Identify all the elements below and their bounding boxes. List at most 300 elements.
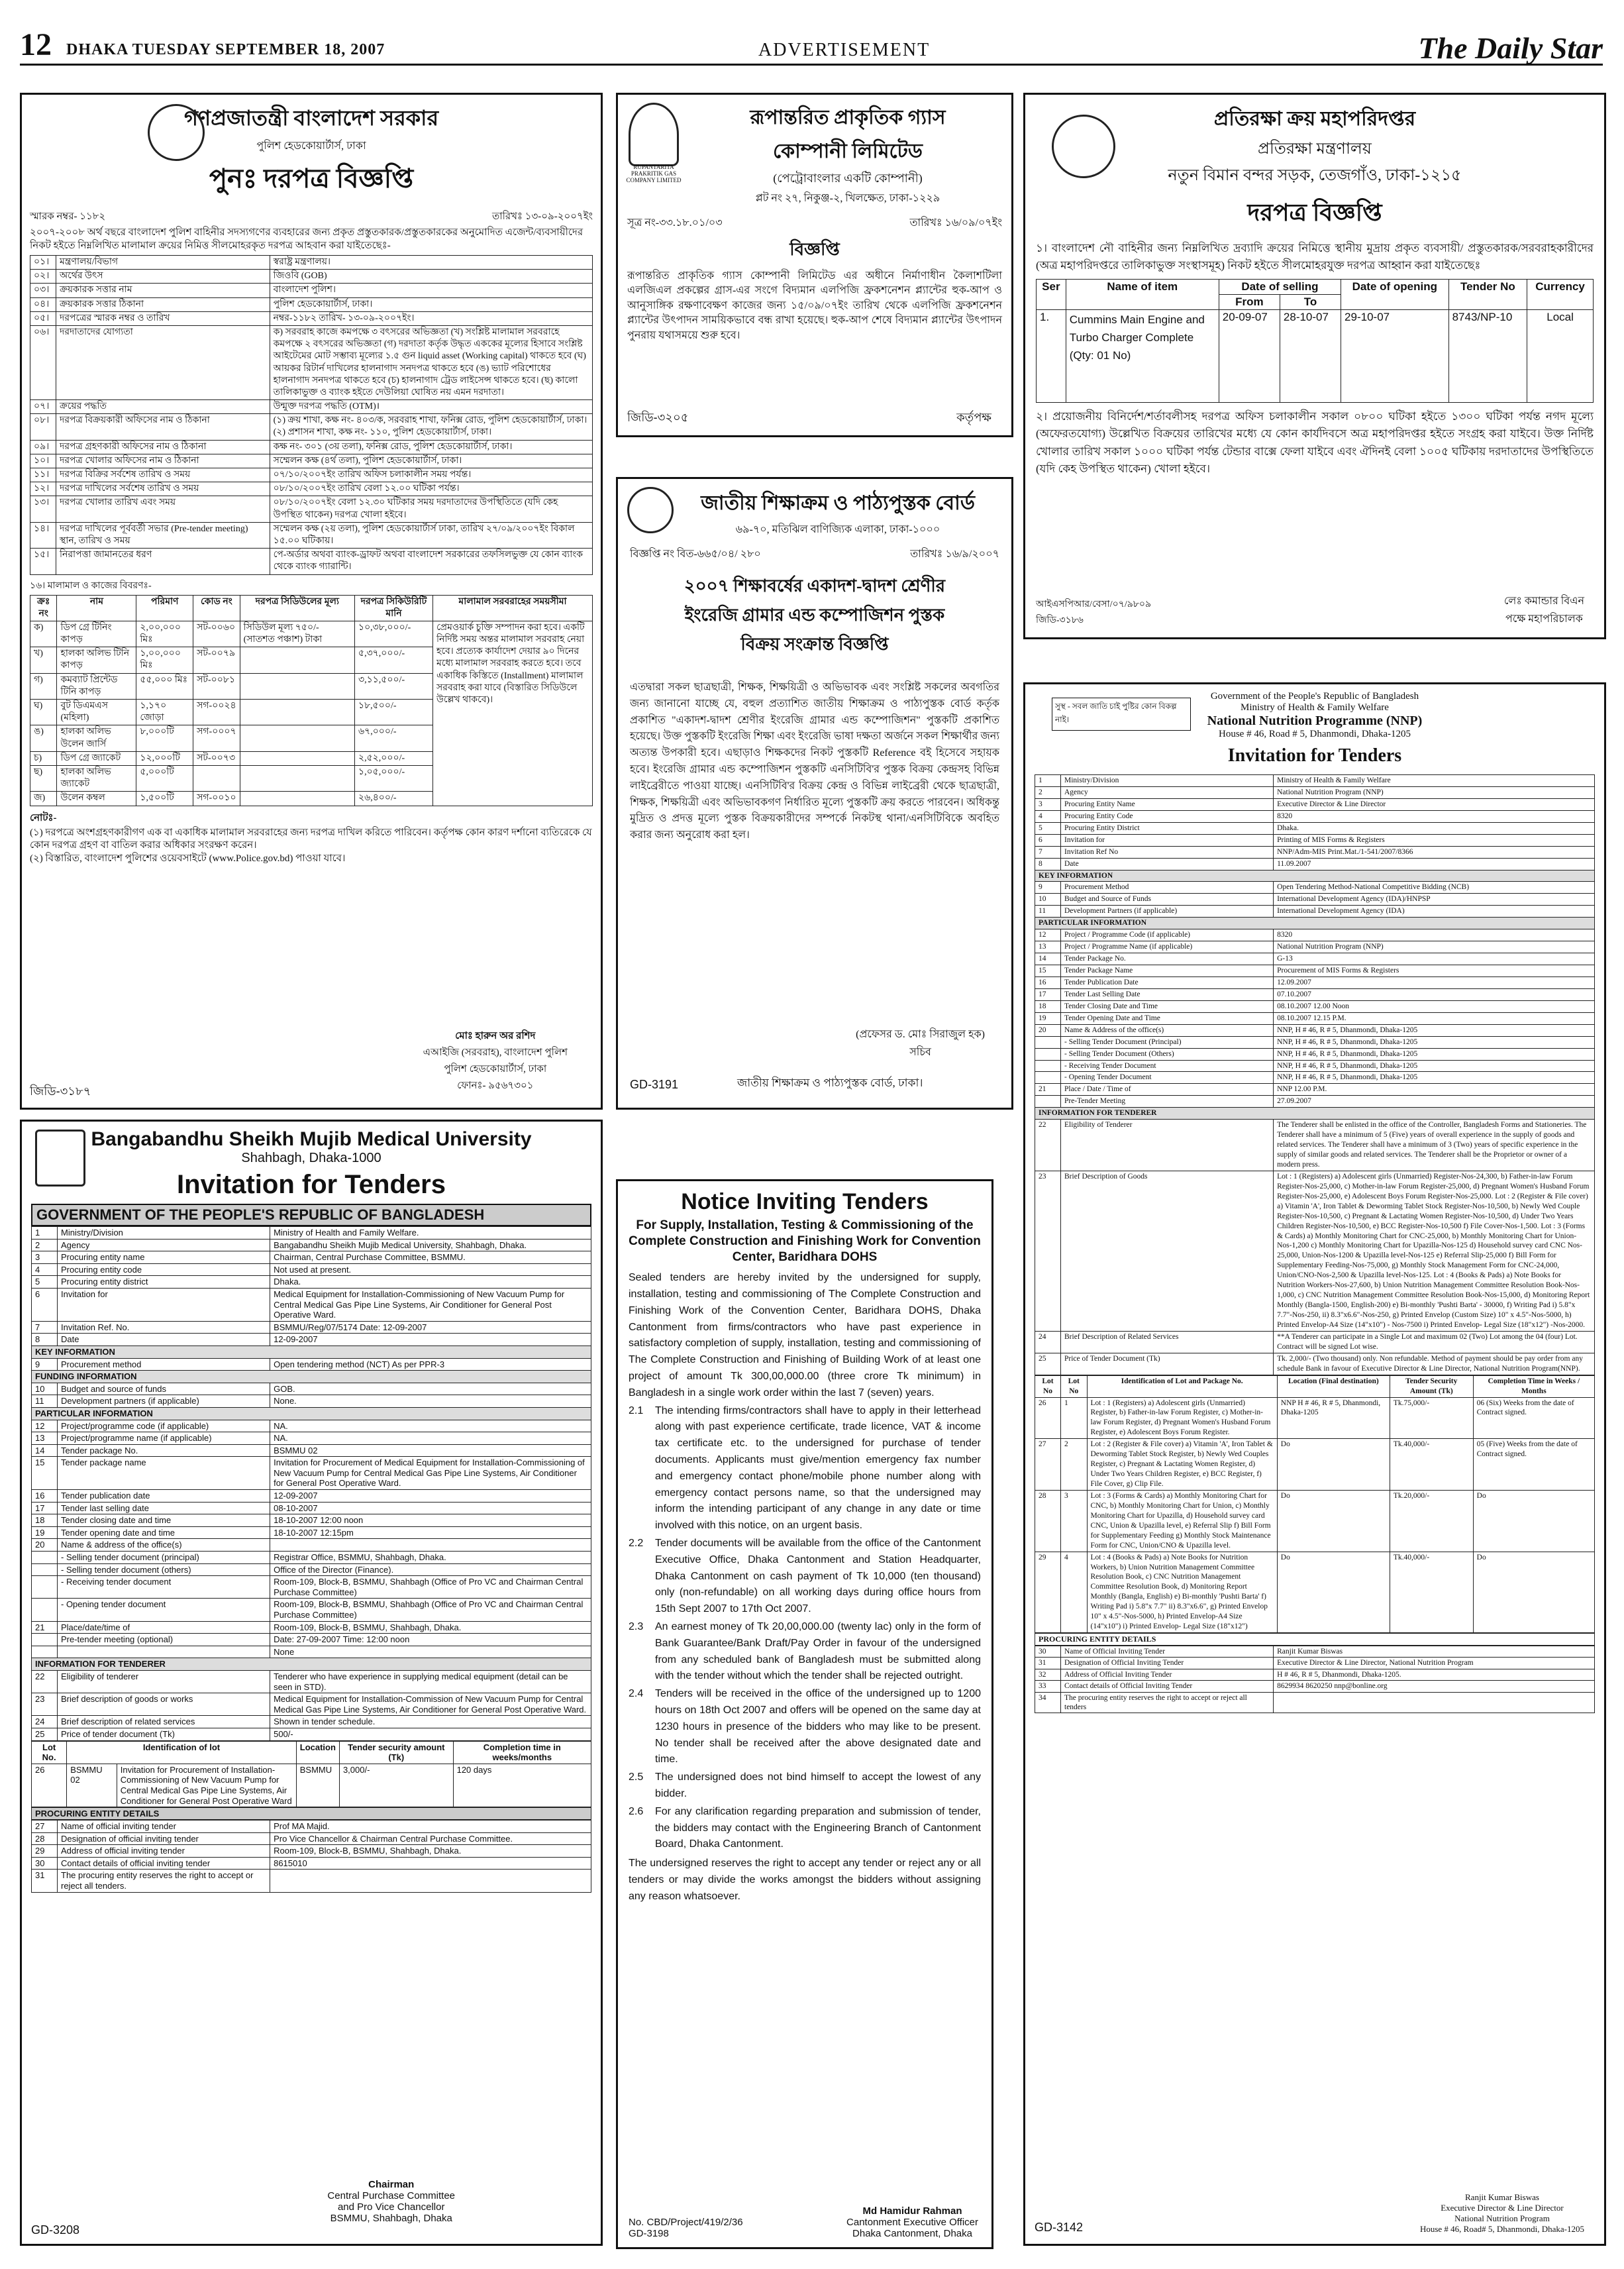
nnp-lot-cell: Do bbox=[1277, 1439, 1390, 1491]
bsmmu-entity-label: Designation of official inviting tender bbox=[58, 1832, 270, 1845]
nnp-num: 25 bbox=[1035, 1353, 1061, 1375]
nnp-row bbox=[1035, 906, 1595, 918]
goods-delivery: প্রেমওয়ার্ক চুক্তি সম্পাদন করা হবে। একটি নির্দিষ্ট সময় অন্তর মালামাল সরবরাহ নেয়া হবে। প্রত্যেক কার্যাদেশ দেয়ার ৯০ দিনের মধ্যে মালামাল সরবরাহ করতে হবে। তবে একাধিক কিস্তিতে (Installment) মালামাল সরবরাহ করা যাবে (বিস্তারিত সিডিউলে উল্লেখ থাকবে)। bbox=[433, 621, 593, 806]
defence-cell: 28-10-07 bbox=[1280, 310, 1341, 403]
bsmmu-label: Tender closing date and time bbox=[58, 1514, 270, 1527]
nnp-row bbox=[1035, 976, 1595, 988]
bsmmu-row bbox=[32, 1646, 591, 1658]
police-row bbox=[30, 284, 593, 297]
bsmmu-row bbox=[32, 1599, 591, 1621]
gas-notice-title: বিজ্ঞপ্তি bbox=[789, 240, 840, 259]
nnp-lot-cell: 06 (Six) Weeks from the date of Contract signed. bbox=[1473, 1397, 1594, 1439]
bsmmu-address: Shahbagh, Dhaka-1000 bbox=[241, 1151, 381, 1165]
police-row bbox=[30, 256, 593, 270]
police-row bbox=[30, 311, 593, 325]
defence-cell: 20-09-07 bbox=[1219, 310, 1280, 403]
lot-cell: BSMMU 02 bbox=[67, 1764, 117, 1807]
nnp-row bbox=[1035, 786, 1595, 798]
nnp-entity-num: 30 bbox=[1035, 1646, 1061, 1658]
goods-th: দরপত্র সিকিউরিটি মানি bbox=[355, 595, 433, 621]
nnp-num: 4 bbox=[1035, 810, 1061, 822]
police-value: উন্মুক্ত দরপত্র পদ্ধতি (OTM)। bbox=[270, 400, 592, 414]
bsmmu-value: Dhaka. bbox=[270, 1276, 591, 1289]
nnp-value: The Tenderer shall be enlisted in the office of the Controller, Bangladesh Forms and Stationeries. The Tenderer shall have a minimum of 5 (Five) years of overall experience in the supply of goods and related services. The Tenderer shall have a minimum of 3 (Two) years of specific experience in the supply of similar goods and related services. The Tenderer shall be the Proprietor or owner of a modern press. bbox=[1274, 1120, 1595, 1171]
bsmmu-value: Room-109, Block-B, BSMMU, Shahbagh (Office of Pro VC and Chairman Central Purchase Committee) bbox=[270, 1599, 591, 1621]
bsmmu-row bbox=[32, 1539, 591, 1552]
bsmmu-entity-num: 28 bbox=[32, 1832, 58, 1845]
nnp-row bbox=[1035, 929, 1595, 941]
goods-cell: উলেন কম্বল bbox=[57, 792, 136, 806]
nnp-row bbox=[1035, 1120, 1595, 1171]
police-num: ০৬। bbox=[30, 325, 56, 399]
goods-cell: সগ-০০০৭ bbox=[193, 725, 240, 751]
nnp-label: Price of Tender Document (Tk) bbox=[1061, 1353, 1274, 1375]
nnp-row bbox=[1035, 798, 1595, 810]
police-signer-place: পুলিশ হেডকোয়ার্টার্স, ঢাকা bbox=[444, 1064, 547, 1075]
nnp-num: 2 bbox=[1035, 786, 1061, 798]
bsmmu-value: Room-109, Block-B, BSMMU, Shahbagh, Dhaka. bbox=[270, 1621, 591, 1634]
bsmmu-row bbox=[32, 1670, 591, 1693]
police-value: সম্মেলন কক্ষ (৪র্থ তলা), পুলিশ হেডকোয়ার্টার্স, ঢাকা। bbox=[270, 454, 592, 468]
nnp-lot-cell: 4 bbox=[1061, 1552, 1088, 1633]
dohs-intro: Sealed tenders are hereby invited by the undersigned for supply, installation, testing and commissioning of The Complete Construction and Finishing Work of the Convention Center, Baridhara DOHS, Dhaka Cantonment from firms/contractors who have past experience in satisfactory completion of supply, installation, testing and commissioning of The Complete Construction and Finishing of Building Work of at least one project of amount Tk 300,00,000.00 (three crore Tk minimum) in Bangladesh in a single work order within the last 7 (seven) years. bbox=[629, 1272, 981, 1398]
goods-cell: ছ) bbox=[30, 765, 57, 791]
goods-cell: ৫,৩৭,০০০/- bbox=[355, 647, 433, 673]
goods-cell: বুট ডিএমএস (মহিলা) bbox=[57, 700, 136, 725]
nnp-entity-num: 32 bbox=[1035, 1669, 1061, 1680]
nnp-lot-cell: 2 bbox=[1061, 1439, 1088, 1491]
nnp-value: 08.10.2007 12.00 Noon bbox=[1274, 1000, 1595, 1012]
bsmmu-num: 15 bbox=[32, 1457, 58, 1490]
nnp-gd: GD-3142 bbox=[1035, 2221, 1084, 2234]
nnp-lot-th: Tender Security Amount (Tk) bbox=[1390, 1375, 1473, 1397]
bsmmu-label: - Receiving tender document bbox=[58, 1576, 270, 1599]
bsmmu-value: 08-10-2007 bbox=[270, 1502, 591, 1514]
gas-title2: কোম্পানী লিমিটেড bbox=[773, 140, 923, 162]
bsmmu-row bbox=[32, 1552, 591, 1564]
goods-cell: ১০,৩৮,০০০/- bbox=[355, 621, 433, 647]
bsmmu-row bbox=[32, 1490, 591, 1503]
bsmmu-entity-num: 30 bbox=[32, 1857, 58, 1870]
nnp-row bbox=[1035, 1048, 1595, 1060]
goods-cell: সিডিউল মূল্য ৭৫০/- (সাতশত পঞ্চাশ) টাকা bbox=[240, 621, 354, 647]
goods-cell: ক) bbox=[30, 621, 57, 647]
police-num: ০৮। bbox=[30, 414, 56, 440]
nnp-num: 12 bbox=[1035, 929, 1061, 941]
dohs-item-text: An earnest money of Tk 20,00,000.00 (twenty lac) only in the form of Bank Guarantee/Bank Draft/Pay Order in favour of the undersigned from any scheduled bank of Bangladesh must be submitted along with the tender without which the tender shall be rejected outright. bbox=[655, 1620, 981, 1682]
nnp-label: Procurement Method bbox=[1061, 882, 1274, 894]
nnp-label: Tender Last Selling Date bbox=[1061, 988, 1274, 1000]
bsmmu-value: Open tendering method (NCT) As per PPR-3 bbox=[270, 1358, 591, 1371]
nnp-row bbox=[1035, 822, 1595, 834]
nnp-entity-value bbox=[1274, 1692, 1595, 1713]
masthead: The Daily Star bbox=[1418, 31, 1603, 65]
nnp-value: Procurement of MIS Forms & Registers bbox=[1274, 965, 1595, 977]
lot-th: Completion time in weeks/months bbox=[453, 1741, 591, 1764]
nnp-label: - Receiving Tender Document bbox=[1061, 1060, 1274, 1072]
goods-cell: জ) bbox=[30, 792, 57, 806]
nnp-num: 22 bbox=[1035, 1120, 1061, 1171]
rpgcl-logo-icon bbox=[629, 103, 679, 166]
nnp-num bbox=[1035, 1072, 1061, 1084]
bsmmu-row bbox=[32, 1576, 591, 1599]
nnp-num: 18 bbox=[1035, 1000, 1061, 1012]
nnp-num bbox=[1035, 1060, 1061, 1072]
bsmmu-num: 14 bbox=[32, 1444, 58, 1457]
bsmmu-label: Brief description of related services bbox=[58, 1716, 270, 1728]
lot-cell: Invitation for Procurement of Installation-Commissioning of New Vacuum Pump for Central Medical Gas Pipe Line Systems, Air Conditioner for General Post Operative Ward bbox=[117, 1764, 296, 1807]
dohs-item-text: The undersigned does not bind himself to accept the lowest of any bidder. bbox=[655, 1771, 981, 1799]
bsmmu-entity-value bbox=[270, 1870, 591, 1892]
dohs-item-num: 2.6 bbox=[629, 1805, 644, 1817]
defence-address: নতুন বিমান বন্দর সড়ক, তেজগাঁও, ঢাকা-১২১৫ bbox=[1168, 167, 1462, 184]
bsmmu-value: 500/- bbox=[270, 1728, 591, 1740]
government-emblem-icon bbox=[148, 104, 205, 161]
nnp-value: NNP, H # 46, R # 5, Dhanmondi, Dhaka-1205 bbox=[1274, 1024, 1595, 1036]
police-value: ০৮/১০/২০০৭ইং তারিখ বেলা ১২.০০ ঘটিকা পর্যন্ত। bbox=[270, 482, 592, 496]
nnp-row bbox=[1035, 1072, 1595, 1084]
bsmmu-row bbox=[32, 1563, 591, 1576]
nnp-label: Procuring Entity District bbox=[1061, 822, 1274, 834]
lot-th: Tender security amount (Tk) bbox=[339, 1741, 453, 1764]
bsmmu-num: 17 bbox=[32, 1502, 58, 1514]
bsmmu-title: Invitation for Tenders bbox=[177, 1170, 446, 1199]
dohs-item-text: Tender documents will be available from the office of the Cantonment Executive Office, Dhaka Cantonment and Station Headquarter, Dhaka Cantonment on cash payment of Tk 10,000 (ten thousand) only (non-refundable) on all working days during office hours from 15th Sept 2007 to 17th Oct 2007. bbox=[655, 1538, 981, 1615]
nnp-lot-cell: 3 bbox=[1061, 1490, 1088, 1552]
bsmmu-value: Not used at present. bbox=[270, 1263, 591, 1276]
police-value: ০৮/১০/২০০৭ইং বেলা ১২.৩০ ঘটিকার সময় দরদাতাদের উপস্থিতিতে (যদি কেহ উপস্থিত থাকেন) দরপত্র খোলা হইবে। bbox=[270, 496, 592, 522]
nnp-value: 27.09.2007 bbox=[1274, 1096, 1595, 1108]
nnp-lot-cell: Do bbox=[1473, 1552, 1594, 1633]
bsmmu-row bbox=[32, 1251, 591, 1264]
police-value: কক্ষ নং- ৩০১ (৩য় তলা), ফনিক্স রোড, পুলিশ হেডকোয়ার্টার্স, ঢাকা। bbox=[270, 440, 592, 454]
police-label: দরপত্র খোলার তারিখ এবং সময় bbox=[56, 496, 270, 522]
bsmmu-num: 18 bbox=[32, 1514, 58, 1527]
bsmmu-label: Budget and source of funds bbox=[58, 1383, 270, 1395]
nnp-lot-cell: Lot : 2 (Register & File cover) a) Vitamin 'A', Iron Tablet & Deworming Tablet Stock Register, b) Newly Wed Couples Register, c) Pregnant & Lactating Women Register, d) Under Two Years Children Register, e) BCC Register, f) File Cover, g) Clip File. bbox=[1087, 1439, 1277, 1491]
gas-gd: জিডি-৩২০৫ bbox=[627, 411, 689, 424]
nnp-label: Place / Date / Time of bbox=[1061, 1084, 1274, 1096]
police-value: (১) ক্রয় শাখা, কক্ষ নং- ৪০৩/ক, সরবরাহ শাখা, ফনিক্স রোড, পুলিশ হেডকোয়ার্টার্স, ঢাকা। (২) প্রশাসন শাখা, কক্ষ নং- ১১০, পুলিশ হেডকোয়ার্টার্স, ঢাকা। bbox=[270, 414, 592, 440]
police-phone: ফোনঃ- ৯৫৬৭৩০১ bbox=[457, 1081, 534, 1091]
nnp-row bbox=[1035, 834, 1595, 846]
nnp-title: Invitation for Tenders bbox=[1227, 745, 1402, 766]
nnp-label: - Opening Tender Document bbox=[1061, 1072, 1274, 1084]
goods-cell: ৮,০০০টি bbox=[136, 725, 193, 751]
nnp-row bbox=[1035, 1036, 1595, 1048]
nnp-num: 5 bbox=[1035, 822, 1061, 834]
bsmmu-value: NA. bbox=[270, 1420, 591, 1432]
nnp-ministry: Ministry of Health & Family Welfare bbox=[1241, 702, 1389, 713]
goods-th: পরিমাণ bbox=[136, 595, 193, 621]
nnp-entity-label: Designation of Official Inviting Tender bbox=[1061, 1658, 1274, 1669]
nnp-value: Open Tendering Method-National Competitive Bidding (NCB) bbox=[1274, 882, 1595, 894]
lot-th: Identification of lot bbox=[67, 1741, 297, 1764]
nnp-row bbox=[1035, 810, 1595, 822]
nnp-entity-row bbox=[1035, 1669, 1595, 1680]
defence-cell: 1. bbox=[1037, 310, 1066, 403]
nnp-row bbox=[1035, 918, 1595, 929]
goods-cell: ঙ) bbox=[30, 725, 57, 751]
nnp-lot-cell: 05 (Five) Weeks from the date of Contract signed. bbox=[1473, 1439, 1594, 1491]
nnp-entity-row bbox=[1035, 1681, 1595, 1692]
gas-company-notice bbox=[616, 93, 1013, 437]
police-intro: ২০০৭-২০০৮ অর্থ বছরে বাংলাদেশ পুলিশ বাহিনীর সদস্যগণের ব্যবহারের জন্য প্রকৃত প্রস্তুতকারক/প্রস্তুতকারকের অনুমোদিত এজেন্ট/ব্যবসায়ীদের নিকট হইতে নিম্নলিখিত মালামাল ক্রয়ের নিমিত্ত সীলমোহরকৃত দরপত্র আহবান করা যাইতেছেঃ- bbox=[30, 227, 584, 251]
defence-item-table bbox=[1036, 279, 1594, 403]
nnp-num: 13 bbox=[1035, 941, 1061, 953]
nnp-row bbox=[1035, 988, 1595, 1000]
goods-cell: গ) bbox=[30, 673, 57, 699]
bsmmu-label: Eligibility of tenderer bbox=[58, 1670, 270, 1693]
lot-th: Location bbox=[296, 1741, 339, 1764]
defence-emblem-icon bbox=[1052, 115, 1115, 178]
goods-th: দরপত্র সিডিউলের মূল্য bbox=[240, 595, 354, 621]
bsmmu-label: Project/programme name (if applicable) bbox=[58, 1432, 270, 1445]
police-label: ক্রয়কারক সত্তার ঠিকানা bbox=[56, 297, 270, 311]
bsmmu-entity-num: 29 bbox=[32, 1845, 58, 1858]
nnp-label: Procuring Entity Name bbox=[1061, 798, 1274, 810]
bsmmu-num: 1 bbox=[32, 1227, 58, 1240]
nnp-label: Project / Programme Code (if applicable) bbox=[1061, 929, 1274, 941]
nctb-body: এতদ্বারা সকল ছাত্রছাত্রী, শিক্ষক, শিক্ষয়িত্রী ও অভিভাবক এবং সংশ্লিষ্ট সকলের অবগতির জন্য জানানো যাচ্ছে যে, বহুল প্রত্যাশিত জাতীয় শিক্ষাক্রম ও পাঠ্যপুস্তক বোর্ড কর্তৃক প্রকাশিত "একাদশ-দ্বাদশ শ্রেণীর ইংরেজি গ্রামার এন্ড কম্পোজিশন" পুস্তকটি প্রকাশিত হয়েছে। উক্ত পুস্তকটি ইংরেজি শিক্ষা এবং ইংরেজি ভাষা দক্ষতা অর্জনে সকল শিক্ষার্থীর জন্য অত্যন্ত উপকারী হবে। এছাড়াও শিক্ষকদের নিকট পুস্তকটি Reference বই হিসেবে সহায়ক হবে। ইংরেজি গ্রামার এন্ড কম্পোজিশন পুস্তকটি এনসিটিবি'র পুস্তক বিক্রয় কেন্দ্রসহ বিভিন্ন লাইব্রেরীতে পাওয়া যাচ্ছে। এনসিটিবি'র বিক্রয় কেন্দ্র ও বিভিন্ন লাইব্রেরী থেকে ছাত্রছাত্রী, শিক্ষক, শিক্ষয়িত্রী এবং অভিভাবকগণ নির্ধারিত মূল্যে পুস্তকটি ক্রয় করতে পারবেন। অধিকন্তু মুদ্রিত ও প্রদত্ত মূল্যে পুস্তক বিক্রয়কারীদের সম্পর্কে নিকটস্থ থানা/এনসিটিবিকে অবহিত করার জন্য অনুরোধ করা হল। bbox=[630, 682, 999, 841]
nnp-row bbox=[1035, 1024, 1595, 1036]
bsmmu-value: None bbox=[270, 1646, 591, 1658]
nnp-label: Tender Package No. bbox=[1061, 953, 1274, 965]
police-num: ০১। bbox=[30, 256, 56, 270]
defence-ref: আইএসপিআর/বেসা/০৭/৯৮০৯ bbox=[1036, 600, 1152, 609]
police-row bbox=[30, 440, 593, 454]
bsmmu-label: Price of tender document (Tk) bbox=[58, 1728, 270, 1740]
nnp-lot-cell: Do bbox=[1473, 1490, 1594, 1552]
goods-cell bbox=[240, 751, 354, 765]
police-num: ০২। bbox=[30, 270, 56, 284]
th-selling: Date of selling bbox=[1219, 280, 1341, 295]
dohs-ref: No. CBD/Project/419/2/36 bbox=[629, 2217, 743, 2228]
bsmmu-label: - Opening tender document bbox=[58, 1599, 270, 1621]
bsmmu-entity-row bbox=[32, 1820, 591, 1833]
bsmmu-row bbox=[32, 1321, 591, 1334]
bsmmu-num: 21 bbox=[32, 1621, 58, 1634]
police-note-1: (১) দরপত্রে অংশগ্রহণকারীগণ এক বা একাধিক মালামাল সরবরাহের জন্য দরপত্র দাখিল করিতে পারিবেন। কর্তৃপক্ষ কোন কারণ দর্শানো ব্যতিরেকে যে কোন দরপত্র গ্রহণ বা বাতিল করার অধিকার সংরক্ষণ করেন। bbox=[30, 827, 592, 851]
nnp-num bbox=[1035, 1096, 1061, 1108]
police-row bbox=[30, 270, 593, 284]
bsmmu-value: 12-09-2007 bbox=[270, 1334, 591, 1346]
police-num: ১০। bbox=[30, 454, 56, 468]
lot-cell: 3,000/- bbox=[339, 1764, 453, 1807]
bsmmu-value: Bangabandhu Sheikh Mujib Medical University, Shahbagh, Dhaka. bbox=[270, 1239, 591, 1251]
nctb-signer: (প্রফেসর ড. মোঃ সিরাজুল হক) bbox=[856, 1029, 985, 1040]
th-ser: Ser bbox=[1037, 280, 1066, 310]
nnp-section-head: INFORMATION FOR TENDERER bbox=[1035, 1108, 1595, 1120]
police-num: ০৫। bbox=[30, 311, 56, 325]
nnp-entity-value: H # 46, R # 5, Dhanmondi, Dhaka-1205. bbox=[1274, 1669, 1595, 1680]
nnp-num: 3 bbox=[1035, 798, 1061, 810]
bsmmu-row bbox=[32, 1444, 591, 1457]
bsmmu-num: 13 bbox=[32, 1432, 58, 1445]
bsmmu-row bbox=[32, 1407, 591, 1420]
nctb-head3: বিক্রয় সংক্রান্ত বিজ্ঞপ্তি bbox=[740, 635, 889, 654]
police-memo-no: স্মারক নম্বর- ১১৮২ bbox=[30, 211, 106, 222]
defence-signer-title: পক্ষে মহাপরিচালক bbox=[1505, 613, 1583, 625]
bsmmu-label: - Selling tender document (principal) bbox=[58, 1552, 270, 1564]
nnp-label: Tender Package Name bbox=[1061, 965, 1274, 977]
bsmmu-num bbox=[32, 1634, 58, 1646]
goods-cell: ২৬,৪০০/- bbox=[355, 792, 433, 806]
nnp-section-head: PARTICULAR INFORMATION bbox=[1035, 918, 1595, 929]
bsmmu-entity-value: Pro Vice Chancellor & Chairman Central Purchase Committee. bbox=[270, 1832, 591, 1845]
bsmmu-value: Medical Equipment for Installation-Commission of New Vacuum Pump for Central Medical Gas Pipe Line Systems, Air Conditioner for General Post Operative Ward. bbox=[270, 1693, 591, 1716]
bsmmu-lot-table bbox=[31, 1741, 591, 1808]
bsmmu-label: Tender package name bbox=[58, 1457, 270, 1490]
nnp-value: Ministry of Health & Family Welfare bbox=[1274, 775, 1595, 787]
nnp-value: NNP/Adm-MIS Print.Mat./1-541/2007/8366 bbox=[1274, 846, 1595, 858]
police-row bbox=[30, 297, 593, 311]
police-gd: জিডি-৩১৮৭ bbox=[30, 1084, 91, 1098]
nctb-date: তারিখঃ ১৬/৯/২০০৭ bbox=[910, 549, 999, 560]
bsmmu-logo-icon bbox=[35, 1130, 85, 1187]
police-org: গণপ্রজাতন্ত্রী বাংলাদেশ সরকার bbox=[183, 106, 439, 130]
police-info-table bbox=[30, 255, 593, 575]
nnp-row bbox=[1035, 858, 1595, 870]
police-num: ১৩। bbox=[30, 496, 56, 522]
nnp-entity-label: The procuring entity reserves the right to accept or reject all tenders bbox=[1061, 1692, 1274, 1713]
dohs-item bbox=[629, 1686, 981, 1768]
bsmmu-value: Office of the Director (Finance). bbox=[270, 1563, 591, 1576]
nnp-value: International Development Agency (IDA)/HNPSP bbox=[1274, 894, 1595, 906]
police-value: ক) সরবরাহ কাজে কমপক্ষে ৩ বৎসরের অভিজ্ঞতা (খ) সংশ্লিষ্ট মালামাল সরবরাহে কমপক্ষে ২ বৎসরের অভিজ্ঞতা (গ) দরদাতা কর্তৃক উদ্ধৃত এককের মূল্যের হিসাবে সংশ্লিষ্ট আইটেমের মোট সম্ভাব্য মূল্যের ১.৫ গুন liquid asset (Working capital) থাকতে হবে (ঘ) আয়কর রিটার্ন দাখিলের হালনাগাদ সনদপত্র থাকতে হবে (ঙ) ভ্যাট পরিশোধের হালনাগাদ সনদপত্র থাকতে হবে (চ) হালনাগাদ ট্রেড লাইসেন্স থাকতে হবে। (ছ) কালো তালিকাভুক্ত ও ব্যাংক হইতে দেউলিয়া ঘোষিত নয় এমন দরদাতা। bbox=[270, 325, 592, 399]
bsmmu-label: - Selling tender document (others) bbox=[58, 1563, 270, 1576]
police-row bbox=[30, 522, 593, 548]
goods-cell: সট-০০৬০ bbox=[193, 621, 240, 647]
dohs-signer-title: Cantonment Executive Officer bbox=[846, 2217, 978, 2228]
goods-cell bbox=[193, 765, 240, 791]
police-row bbox=[30, 400, 593, 414]
bsmmu-gov: GOVERNMENT OF THE PEOPLE'S REPUBLIC OF BANGLADESH bbox=[31, 1204, 591, 1226]
nctb-memo: বিজ্ঞপ্তি নং বিত-৬৬৫/০৪/ ২৮০ bbox=[630, 549, 761, 560]
bsmmu-row bbox=[32, 1432, 591, 1445]
bsmmu-entity-label: Name of official inviting tender bbox=[58, 1820, 270, 1833]
bsmmu-section-head: FUNDING INFORMATION bbox=[32, 1371, 591, 1383]
nctb-gd: GD-3191 bbox=[630, 1078, 679, 1091]
bsmmu-value: BSMMU/Reg/07/5174 Date: 12-09-2007 bbox=[270, 1321, 591, 1334]
bsmmu-value bbox=[270, 1539, 591, 1552]
bsmmu-num: 23 bbox=[32, 1693, 58, 1716]
nnp-lot-row bbox=[1035, 1552, 1595, 1633]
nnp-signer: Ranjit Kumar Biswas bbox=[1465, 2192, 1539, 2202]
dohs-item bbox=[629, 1536, 981, 1618]
defence-tender-title: দরপত্র বিজ্ঞপ্তি bbox=[1247, 199, 1382, 226]
dohs-gd: GD-3198 bbox=[629, 2228, 669, 2239]
bsmmu-num: 24 bbox=[32, 1716, 58, 1728]
nnp-lot-table bbox=[1035, 1375, 1595, 1633]
dohs-title: Notice Inviting Tenders bbox=[681, 1189, 929, 1214]
nnp-entity-num: 31 bbox=[1035, 1658, 1061, 1669]
bsmmu-value: BSMMU 02 bbox=[270, 1444, 591, 1457]
bsmmu-label: Pre-tender meeting (optional) bbox=[58, 1634, 270, 1646]
nnp-lot-cell: Tk.40,000/- bbox=[1390, 1552, 1473, 1633]
rpgcl-logo-text: RUPANTARITA PRAKRITIK GAS COMPANY LIMITED bbox=[626, 164, 682, 184]
nnp-entity-value: 8629934 8620250 nnp@bonline.org bbox=[1274, 1681, 1595, 1692]
goods-cell: হালকা অলিভ টিনি কাপড় bbox=[57, 647, 136, 673]
lot-cell: 120 days bbox=[453, 1764, 591, 1807]
police-note-2: (২) বিস্তারিত, বাংলাদেশ পুলিশের ওয়েবসাইটে (www.Police.gov.bd) পাওয়া যাবে। bbox=[30, 853, 346, 864]
police-label: ক্রয়কারক সত্তার নাম bbox=[56, 284, 270, 297]
bsmmu-entity-row bbox=[32, 1845, 591, 1858]
goods-cell: ২,৫২,০০০/- bbox=[355, 751, 433, 765]
bsmmu-signer: Chairman bbox=[368, 2179, 415, 2190]
defence-cell: 8743/NP-10 bbox=[1448, 310, 1527, 403]
bsmmu-label: Tender package No. bbox=[58, 1444, 270, 1457]
goods-cell bbox=[240, 700, 354, 725]
nnp-row bbox=[1035, 846, 1595, 858]
nnp-num: 15 bbox=[1035, 965, 1061, 977]
nnp-address: House # 46, Road # 5, Dhanmondi, Dhaka-1205 bbox=[1219, 729, 1411, 739]
defence-cell: 29-10-07 bbox=[1341, 310, 1449, 403]
nnp-label: Budget and Source of Funds bbox=[1061, 894, 1274, 906]
bsmmu-label: Brief description of goods or works bbox=[58, 1693, 270, 1716]
police-signer-title: এআইজি (সরবরাহ), বাংলাদেশ পুলিশ bbox=[423, 1047, 568, 1058]
goods-cell: হালকা অলিভ জ্যাকেট bbox=[57, 765, 136, 791]
bsmmu-entity-num: 31 bbox=[32, 1870, 58, 1892]
bsmmu-label: Ministry/Division bbox=[58, 1227, 270, 1240]
police-row bbox=[30, 482, 593, 496]
defence-title2: প্রতিরক্ষা মন্ত্রণালয় bbox=[1258, 140, 1372, 158]
bsmmu-value: Shown in tender schedule. bbox=[270, 1716, 591, 1728]
bsmmu-name: Bangabandhu Sheikh Mujib Medical University bbox=[91, 1128, 532, 1150]
nnp-label: Project / Programme Name (if applicable) bbox=[1061, 941, 1274, 953]
bsmmu-row bbox=[32, 1526, 591, 1539]
goods-cell: ডিপ গ্রে জ্যাকেট bbox=[57, 751, 136, 765]
bsmmu-section-head: KEY INFORMATION bbox=[32, 1346, 591, 1358]
goods-cell: ৫,০০০টি bbox=[136, 765, 193, 791]
nnp-label: Pre-Tender Meeting bbox=[1061, 1096, 1274, 1108]
nnp-num: 17 bbox=[1035, 988, 1061, 1000]
nnp-value: Tk. 2,000/- (Two thousand) only. Non refundable. Method of payment should be pay order from any schedule Bank in favour of Executive Director & Line Director, National Nutrition Program(NNP). bbox=[1274, 1353, 1595, 1375]
nnp-value: Executive Director & Line Director bbox=[1274, 798, 1595, 810]
nnp-row bbox=[1035, 1084, 1595, 1096]
bsmmu-section-head: INFORMATION FOR TENDERER bbox=[32, 1658, 591, 1671]
bsmmu-row bbox=[32, 1263, 591, 1276]
police-label: দরপত্র গ্রহণকারী অফিসের নাম ও ঠিকানা bbox=[56, 440, 270, 454]
police-label: দরপত্র বিক্রির সর্বশেষ তারিখ ও সময় bbox=[56, 468, 270, 482]
nnp-row bbox=[1035, 1000, 1595, 1012]
nnp-entity-num: 33 bbox=[1035, 1681, 1061, 1692]
nnp-value: G-13 bbox=[1274, 953, 1595, 965]
bsmmu-value: NA. bbox=[270, 1432, 591, 1445]
bsmmu-num: 8 bbox=[32, 1334, 58, 1346]
th-item: Name of item bbox=[1066, 280, 1219, 310]
bsmmu-signer2: Central Purchase Committee bbox=[327, 2190, 455, 2201]
goods-cell: ১,০৫,০০০/- bbox=[355, 765, 433, 791]
nnp-value: NNP, H # 46, R # 5, Dhanmondi, Dhaka-1205 bbox=[1274, 1036, 1595, 1048]
defence-cell: Local bbox=[1527, 310, 1594, 403]
nnp-lot-cell: Lot : 3 (Forms & Cards) a) Monthly Monitoring Chart for CNC, b) Monthly Monitoring Chart for Union, c) Monthly Monitoring Chart for Upazilla, d) Household survey card CNC, Union & Upazilla level, e) Referral Slip f) Bill Form for Supplementary Feeding g) Monthly Stock Maintenance Form for CNC, Union/CNO & Upazilla level. bbox=[1087, 1490, 1277, 1552]
bsmmu-num: 3 bbox=[32, 1251, 58, 1264]
nctb-org-line: জাতীয় শিক্ষাক্রম ও পাঠ্যপুস্তক বোর্ড, ঢাকা। bbox=[737, 1077, 923, 1089]
bsmmu-entity-num: 27 bbox=[32, 1820, 58, 1833]
goods-cell: খ) bbox=[30, 647, 57, 673]
nnp-lot-row bbox=[1035, 1439, 1595, 1491]
defence-cell: Cummins Main Engine and Turbo Charger Complete (Qty: 01 No) bbox=[1066, 310, 1219, 403]
nnp-row bbox=[1035, 1096, 1595, 1108]
bsmmu-info-table bbox=[31, 1226, 591, 1741]
bsmmu-value: Invitation for Procurement of Medical Equipment for Installation-Commissioning of New Vacuum Pump for Central Medical Gas Pipe Line Systems, Air Conditioner for General Post Operative Ward. bbox=[270, 1457, 591, 1490]
police-label: দরপত্র খোলার অফিসের নাম ও ঠিকানা bbox=[56, 454, 270, 468]
police-notes-head: নোটঃ- bbox=[30, 812, 57, 823]
bsmmu-gd: GD-3208 bbox=[31, 2223, 80, 2237]
nnp-lot-cell: Tk.20,000/- bbox=[1390, 1490, 1473, 1552]
bsmmu-signer4: BSMMU, Shahbagh, Dhaka bbox=[330, 2213, 452, 2224]
